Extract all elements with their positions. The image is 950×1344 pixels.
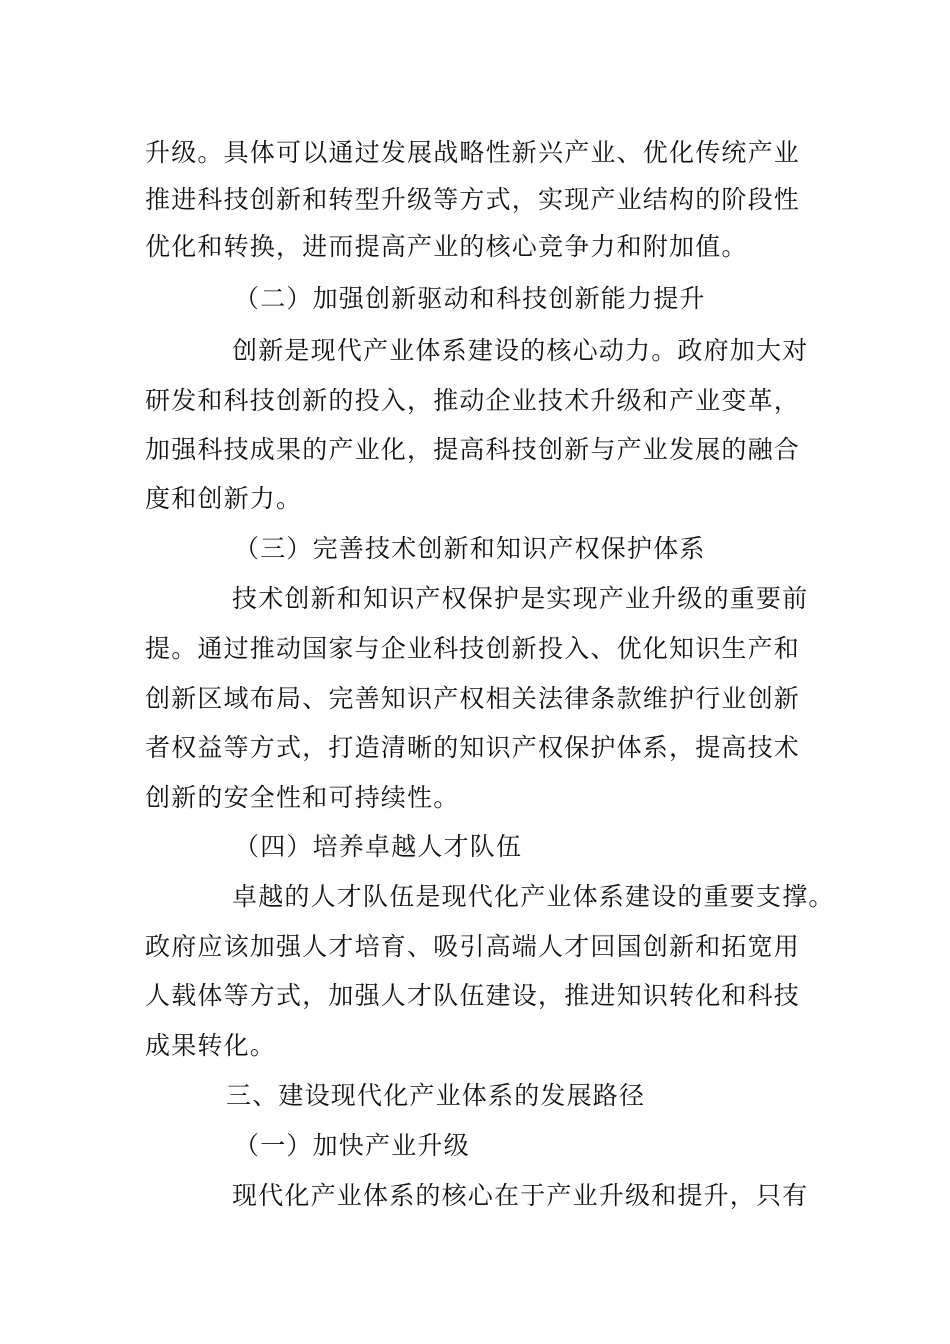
subsection-heading: （二）加强创新驱动和科技创新能力提升: [234, 284, 706, 313]
body-text-line: 提。通过推动国家与企业科技创新投入、优化知识生产和: [145, 634, 801, 663]
body-text-line: 创新的安全性和可持续性。: [145, 783, 460, 812]
body-text-line: 创新区域布局、完善知识产权相关法律条款维护行业创新: [145, 684, 801, 713]
body-text-line: 优化和转换，进而提高产业的核心竞争力和附加值。: [145, 232, 748, 261]
section-heading: 三、建设现代化产业体系的发展路径: [226, 1081, 646, 1110]
subsection-heading: （三）完善技术创新和知识产权保护体系: [234, 534, 706, 563]
body-text-line: 卓越的人才队伍是现代化产业体系建设的重要支撑。: [232, 882, 835, 911]
body-text-line: 现代化产业体系的核心在于产业升级和提升，只有: [232, 1181, 809, 1210]
body-text-line: 研发和科技创新的投入，推动企业技术升级和产业变革，: [145, 386, 801, 415]
body-text-line: 人载体等方式，加强人才队伍建设，推进知识转化和科技: [145, 981, 801, 1010]
subsection-heading: （一）加快产业升级: [234, 1131, 470, 1160]
body-text-line: 政府应该加强人才培育、吸引高端人才回国创新和拓宽用: [145, 932, 801, 961]
body-text-line: 创新是现代产业体系建设的核心动力。政府加大对: [232, 336, 809, 365]
body-text-line: 成果转化。: [145, 1031, 277, 1060]
subsection-heading: （四）培养卓越人才队伍: [234, 832, 523, 861]
body-text-line: 者权益等方式，打造清晰的知识产权保护体系，提高技术: [145, 733, 801, 762]
body-text-line: 技术创新和知识产权保护是实现产业升级的重要前: [232, 584, 809, 613]
body-text-line: 升级。具体可以通过发展战略性新兴产业、优化传统产业: [145, 138, 801, 167]
body-text-line: 加强科技成果的产业化，提高科技创新与产业发展的融合: [145, 435, 801, 464]
body-text-line: 度和创新力。: [145, 484, 303, 513]
body-text-line: 推进科技创新和转型升级等方式，实现产业结构的阶段性: [145, 185, 801, 214]
